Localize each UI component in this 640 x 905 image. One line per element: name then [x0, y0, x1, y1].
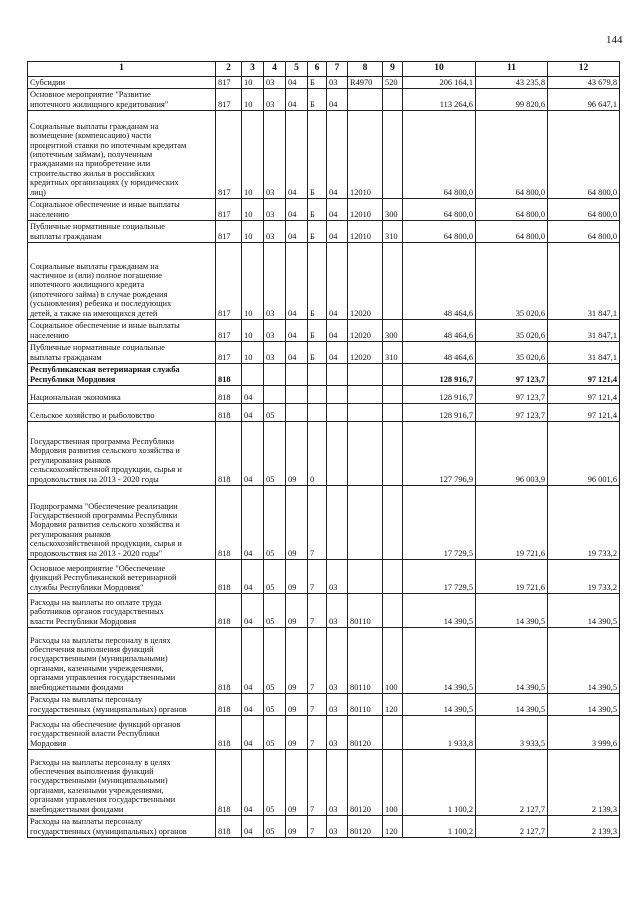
table-row [28, 77, 620, 89]
row-name: Расходы на обеспечение функций органов государственной власти Республики Мордовия [28, 716, 216, 750]
subsection-code: 05 [264, 594, 286, 628]
event-code: 03 [327, 594, 348, 628]
amount-2019: 128 916,7 [403, 404, 476, 422]
amount-2021: 43 679,8 [548, 77, 620, 89]
row-name: Публичные нормативные социальные выплаты гражданам [28, 342, 216, 364]
subprogram-code: Б [308, 199, 327, 221]
amount-2021: 97 121,4 [548, 364, 620, 386]
subsection-code: 03 [264, 77, 286, 89]
table-row [28, 486, 620, 560]
ministry-code: 817 [216, 221, 242, 243]
direction-code: 80120 [348, 816, 383, 838]
amount-2020: 19 721,6 [476, 486, 548, 560]
amount-2021: 96 647,1 [548, 89, 620, 111]
subsection-code: 05 [264, 716, 286, 750]
table-row [28, 111, 620, 199]
table-row [28, 422, 620, 486]
ministry-code: 818 [216, 716, 242, 750]
ministry-code: 818 [216, 560, 242, 594]
subprogram-code: Б [308, 243, 327, 320]
amount-2019: 1 100,2 [403, 750, 476, 816]
amount-2019: 48 464,6 [403, 342, 476, 364]
subprogram-code: 7 [308, 694, 327, 716]
program-code [286, 404, 308, 422]
amount-2019: 14 390,5 [403, 594, 476, 628]
event-code: 04 [327, 221, 348, 243]
row-name: Государственная программа Республики Мордовия развития сельского хозяйства и регулирования рынков сельскохозяйственной продукции, сырья и продовольствия на 2013 - 2020 годы [28, 422, 216, 486]
direction-code: 80110 [348, 694, 383, 716]
program-code: 04 [286, 199, 308, 221]
direction-code: 12020 [348, 342, 383, 364]
event-code: 04 [327, 111, 348, 199]
expense-type-code: 310 [383, 221, 403, 243]
subsection-code: 03 [264, 89, 286, 111]
amount-2021: 14 390,5 [548, 628, 620, 694]
subsection-code: 05 [264, 816, 286, 838]
amount-2019: 48 464,6 [403, 320, 476, 342]
subsection-code: 03 [264, 320, 286, 342]
program-code: 04 [286, 221, 308, 243]
row-name: Расходы на выплаты по оплате труда работников органов государственных власти Республики Мордовия [28, 594, 216, 628]
column-header: 5 [286, 62, 308, 77]
amount-2019: 64 800,0 [403, 199, 476, 221]
section-code: 04 [242, 422, 264, 486]
table-row [28, 199, 620, 221]
section-code: 04 [242, 628, 264, 694]
direction-code [348, 486, 383, 560]
subsection-code: 05 [264, 422, 286, 486]
section-code: 04 [242, 594, 264, 628]
subsection-code: 05 [264, 750, 286, 816]
event-code [327, 422, 348, 486]
program-code: 09 [286, 594, 308, 628]
event-code: 03 [327, 716, 348, 750]
subsection-code [264, 364, 286, 386]
ministry-code: 818 [216, 594, 242, 628]
section-code: 04 [242, 404, 264, 422]
direction-code: 80110 [348, 594, 383, 628]
expense-type-code: 300 [383, 320, 403, 342]
subprogram-code [308, 404, 327, 422]
subprogram-code: Б [308, 77, 327, 89]
subprogram-code: 7 [308, 486, 327, 560]
amount-2021: 2 139,3 [548, 816, 620, 838]
program-code: 09 [286, 560, 308, 594]
amount-2019: 206 164,1 [403, 77, 476, 89]
amount-2020: 64 800,0 [476, 111, 548, 199]
ministry-code: 818 [216, 486, 242, 560]
amount-2021: 97 121,4 [548, 404, 620, 422]
ministry-code: 817 [216, 89, 242, 111]
ministry-code: 818 [216, 750, 242, 816]
subsection-code: 05 [264, 560, 286, 594]
subprogram-code: 7 [308, 560, 327, 594]
subsection-code: 03 [264, 243, 286, 320]
ministry-code: 818 [216, 404, 242, 422]
program-code: 04 [286, 77, 308, 89]
section-code: 10 [242, 77, 264, 89]
program-code: 04 [286, 89, 308, 111]
amount-2020: 97 123,7 [476, 364, 548, 386]
row-name: Социальные выплаты гражданам на возмещение (компенсацию) части процентной ставки по ипотечным кредитам (ипотечным займам), полученным гражданами на приобретение или строительство жилья в российских кредитных организациях (у юридических лиц) [28, 111, 216, 199]
amount-2020: 2 127,7 [476, 750, 548, 816]
section-code: 04 [242, 386, 264, 404]
program-code [286, 364, 308, 386]
direction-code [348, 404, 383, 422]
subprogram-code: 7 [308, 594, 327, 628]
row-name: Подпрограмма "Обеспечение реализации Государственной программы Республики Мордовия развития сельского хозяйства и регулирования рынков сельскохозяйственной продукции, сырья и продовольствия на 2013 - 2020 годы" [28, 486, 216, 560]
direction-code [348, 560, 383, 594]
subsection-code: 03 [264, 342, 286, 364]
subprogram-code: Б [308, 320, 327, 342]
section-code: 10 [242, 320, 264, 342]
table-row [28, 694, 620, 716]
expense-type-code [383, 243, 403, 320]
direction-code: 80110 [348, 628, 383, 694]
expense-type-code [383, 404, 403, 422]
amount-2019: 64 800,0 [403, 111, 476, 199]
expense-type-code: 100 [383, 750, 403, 816]
expense-type-code: 100 [383, 628, 403, 694]
event-code [327, 364, 348, 386]
subsection-code: 05 [264, 404, 286, 422]
event-code [327, 404, 348, 422]
amount-2020: 35 020,6 [476, 320, 548, 342]
amount-2019: 48 464,6 [403, 243, 476, 320]
event-code: 03 [327, 816, 348, 838]
amount-2020: 14 390,5 [476, 594, 548, 628]
column-header: 10 [403, 62, 476, 77]
amount-2021: 96 001,6 [548, 422, 620, 486]
amount-2019: 17 729,5 [403, 486, 476, 560]
amount-2020: 19 721,6 [476, 560, 548, 594]
program-code [286, 386, 308, 404]
column-header: 1 [28, 62, 216, 77]
row-name: Сельское хозяйство и рыболовство [28, 404, 216, 422]
subsection-code: 05 [264, 486, 286, 560]
expense-type-code: 300 [383, 199, 403, 221]
amount-2019: 1 933,8 [403, 716, 476, 750]
table-row [28, 221, 620, 243]
section-code: 10 [242, 89, 264, 111]
table-row [28, 816, 620, 838]
subsection-code: 03 [264, 221, 286, 243]
table-row [28, 628, 620, 694]
subsection-code: 05 [264, 694, 286, 716]
direction-code: 12010 [348, 221, 383, 243]
section-code [242, 364, 264, 386]
event-code: 04 [327, 342, 348, 364]
subprogram-code: 7 [308, 750, 327, 816]
row-name: Социальное обеспечение и иные выплаты населению [28, 320, 216, 342]
column-header: 11 [476, 62, 548, 77]
direction-code [348, 422, 383, 486]
amount-2021: 97 121,4 [548, 386, 620, 404]
table-row [28, 364, 620, 386]
page-number: 144 [606, 34, 623, 46]
amount-2020: 64 800,0 [476, 221, 548, 243]
column-header: 4 [264, 62, 286, 77]
subprogram-code: Б [308, 111, 327, 199]
subprogram-code: 0 [308, 422, 327, 486]
program-code: 04 [286, 243, 308, 320]
expense-type-code [383, 560, 403, 594]
section-code: 04 [242, 486, 264, 560]
ministry-code: 818 [216, 694, 242, 716]
ministry-code: 817 [216, 77, 242, 89]
event-code [327, 386, 348, 404]
section-code: 04 [242, 750, 264, 816]
direction-code: R4970 [348, 77, 383, 89]
section-code: 04 [242, 694, 264, 716]
expense-type-code [383, 364, 403, 386]
expense-type-code [383, 422, 403, 486]
ministry-code: 818 [216, 628, 242, 694]
table-header-row [28, 62, 620, 77]
direction-code: 80120 [348, 750, 383, 816]
column-header: 9 [383, 62, 403, 77]
amount-2019: 64 800,0 [403, 221, 476, 243]
ministry-code: 818 [216, 422, 242, 486]
ministry-code: 818 [216, 816, 242, 838]
direction-code: 12020 [348, 320, 383, 342]
subsection-code [264, 386, 286, 404]
amount-2020: 64 800,0 [476, 199, 548, 221]
row-name: Расходы на выплаты персоналу государственных (муниципальных) органов [28, 816, 216, 838]
row-name: Основное мероприятие "Обеспечение функций Республиканской ветеринарной службы Республики Мордовия" [28, 560, 216, 594]
table-row [28, 404, 620, 422]
amount-2021: 2 139,3 [548, 750, 620, 816]
amount-2019: 113 264,6 [403, 89, 476, 111]
event-code: 03 [327, 77, 348, 89]
direction-code: 12020 [348, 243, 383, 320]
row-name: Основное мероприятие "Развитие ипотечного жилищного кредитования" [28, 89, 216, 111]
section-code: 10 [242, 221, 264, 243]
expense-type-code: 120 [383, 816, 403, 838]
row-name: Расходы на выплаты персоналу в целях обеспечения выполнения функций государственными (муниципальными) органами, казенными учреждениями, органами управления государственными внебюджетными фондами [28, 628, 216, 694]
ministry-code: 817 [216, 243, 242, 320]
program-code: 09 [286, 486, 308, 560]
event-code: 04 [327, 199, 348, 221]
column-header: 2 [216, 62, 242, 77]
budget-table [27, 61, 620, 838]
event-code: 03 [327, 628, 348, 694]
amount-2021: 64 800,0 [548, 111, 620, 199]
event-code: 04 [327, 243, 348, 320]
program-code: 09 [286, 422, 308, 486]
amount-2020: 97 123,7 [476, 404, 548, 422]
program-code: 09 [286, 716, 308, 750]
event-code: 04 [327, 89, 348, 111]
amount-2020: 35 020,6 [476, 342, 548, 364]
subsection-code: 05 [264, 628, 286, 694]
ministry-code: 817 [216, 111, 242, 199]
subprogram-code: 7 [308, 716, 327, 750]
column-header: 6 [308, 62, 327, 77]
event-code: 03 [327, 750, 348, 816]
subprogram-code [308, 386, 327, 404]
event-code [327, 486, 348, 560]
program-code: 09 [286, 750, 308, 816]
row-name: Социальное обеспечение и иные выплаты населению [28, 199, 216, 221]
amount-2020: 2 127,7 [476, 816, 548, 838]
row-name: Расходы на выплаты персоналу государственных (муниципальных) органов [28, 694, 216, 716]
amount-2020: 43 235,8 [476, 77, 548, 89]
subprogram-code: 7 [308, 816, 327, 838]
expense-type-code [383, 594, 403, 628]
amount-2021: 64 800,0 [548, 221, 620, 243]
ministry-code: 817 [216, 320, 242, 342]
event-code: 04 [327, 320, 348, 342]
ministry-code: 817 [216, 199, 242, 221]
ministry-code: 818 [216, 386, 242, 404]
subsection-code: 03 [264, 111, 286, 199]
amount-2021: 19 733,2 [548, 486, 620, 560]
section-code: 10 [242, 199, 264, 221]
table-row [28, 342, 620, 364]
amount-2021: 64 800,0 [548, 199, 620, 221]
direction-code: 80120 [348, 716, 383, 750]
table-row [28, 594, 620, 628]
row-name: Публичные нормативные социальные выплаты гражданам [28, 221, 216, 243]
expense-type-code [383, 386, 403, 404]
section-code: 04 [242, 716, 264, 750]
amount-2021: 31 847,1 [548, 342, 620, 364]
program-code: 09 [286, 694, 308, 716]
row-name: Субсидии [28, 77, 216, 89]
amount-2019: 14 390,5 [403, 694, 476, 716]
amount-2021: 14 390,5 [548, 694, 620, 716]
section-code: 10 [242, 342, 264, 364]
amount-2021: 31 847,1 [548, 243, 620, 320]
expense-type-code: 310 [383, 342, 403, 364]
event-code: 03 [327, 560, 348, 594]
direction-code: 12010 [348, 199, 383, 221]
table-row [28, 560, 620, 594]
program-code: 09 [286, 816, 308, 838]
subsection-code: 03 [264, 199, 286, 221]
expense-type-code [383, 111, 403, 199]
amount-2019: 17 729,5 [403, 560, 476, 594]
subprogram-code: Б [308, 342, 327, 364]
amount-2019: 127 796,9 [403, 422, 476, 486]
section-code: 10 [242, 111, 264, 199]
expense-type-code: 120 [383, 694, 403, 716]
amount-2020: 99 820,6 [476, 89, 548, 111]
section-code: 10 [242, 243, 264, 320]
subprogram-code: Б [308, 89, 327, 111]
column-header: 8 [348, 62, 383, 77]
amount-2020: 3 933,5 [476, 716, 548, 750]
subprogram-code: Б [308, 221, 327, 243]
section-code: 04 [242, 560, 264, 594]
program-code: 04 [286, 320, 308, 342]
amount-2020: 35 020,6 [476, 243, 548, 320]
row-name: Республиканская ветеринарная служба Республики Мордовия [28, 364, 216, 386]
amount-2019: 128 916,7 [403, 386, 476, 404]
row-name: Национальная экономика [28, 386, 216, 404]
table-row [28, 750, 620, 816]
subprogram-code: 7 [308, 628, 327, 694]
column-header: 7 [327, 62, 348, 77]
program-code: 04 [286, 342, 308, 364]
amount-2020: 14 390,5 [476, 628, 548, 694]
amount-2021: 31 847,1 [548, 320, 620, 342]
table-row [28, 89, 620, 111]
column-header: 12 [548, 62, 620, 77]
expense-type-code [383, 89, 403, 111]
amount-2020: 96 003,9 [476, 422, 548, 486]
table-row [28, 386, 620, 404]
expense-type-code: 520 [383, 77, 403, 89]
ministry-code: 817 [216, 342, 242, 364]
expense-type-code [383, 486, 403, 560]
amount-2021: 14 390,5 [548, 594, 620, 628]
amount-2021: 19 733,2 [548, 560, 620, 594]
table-row [28, 320, 620, 342]
amount-2020: 97 123,7 [476, 386, 548, 404]
column-header: 3 [242, 62, 264, 77]
amount-2019: 14 390,5 [403, 628, 476, 694]
event-code: 03 [327, 694, 348, 716]
program-code: 04 [286, 111, 308, 199]
table-row [28, 716, 620, 750]
direction-code [348, 89, 383, 111]
subprogram-code [308, 364, 327, 386]
amount-2019: 128 916,7 [403, 364, 476, 386]
amount-2021: 3 999,6 [548, 716, 620, 750]
direction-code [348, 364, 383, 386]
program-code: 09 [286, 628, 308, 694]
table-row [28, 243, 620, 320]
amount-2020: 14 390,5 [476, 694, 548, 716]
direction-code [348, 386, 383, 404]
ministry-code: 818 [216, 364, 242, 386]
row-name: Социальные выплаты гражданам на частичное и (или) полное погашение ипотечного жилищного кредита (ипотечного займа) в случае рождения (усыновления) ребенка и последующих детей, а также на имеющихся детей [28, 243, 216, 320]
direction-code: 12010 [348, 111, 383, 199]
expense-type-code [383, 716, 403, 750]
amount-2019: 1 100,2 [403, 816, 476, 838]
section-code: 04 [242, 816, 264, 838]
row-name: Расходы на выплаты персоналу в целях обеспечения выполнения функций государственными (муниципальными) органами, казенными учреждениями, органами управления государственными внебюджетными фондами [28, 750, 216, 816]
